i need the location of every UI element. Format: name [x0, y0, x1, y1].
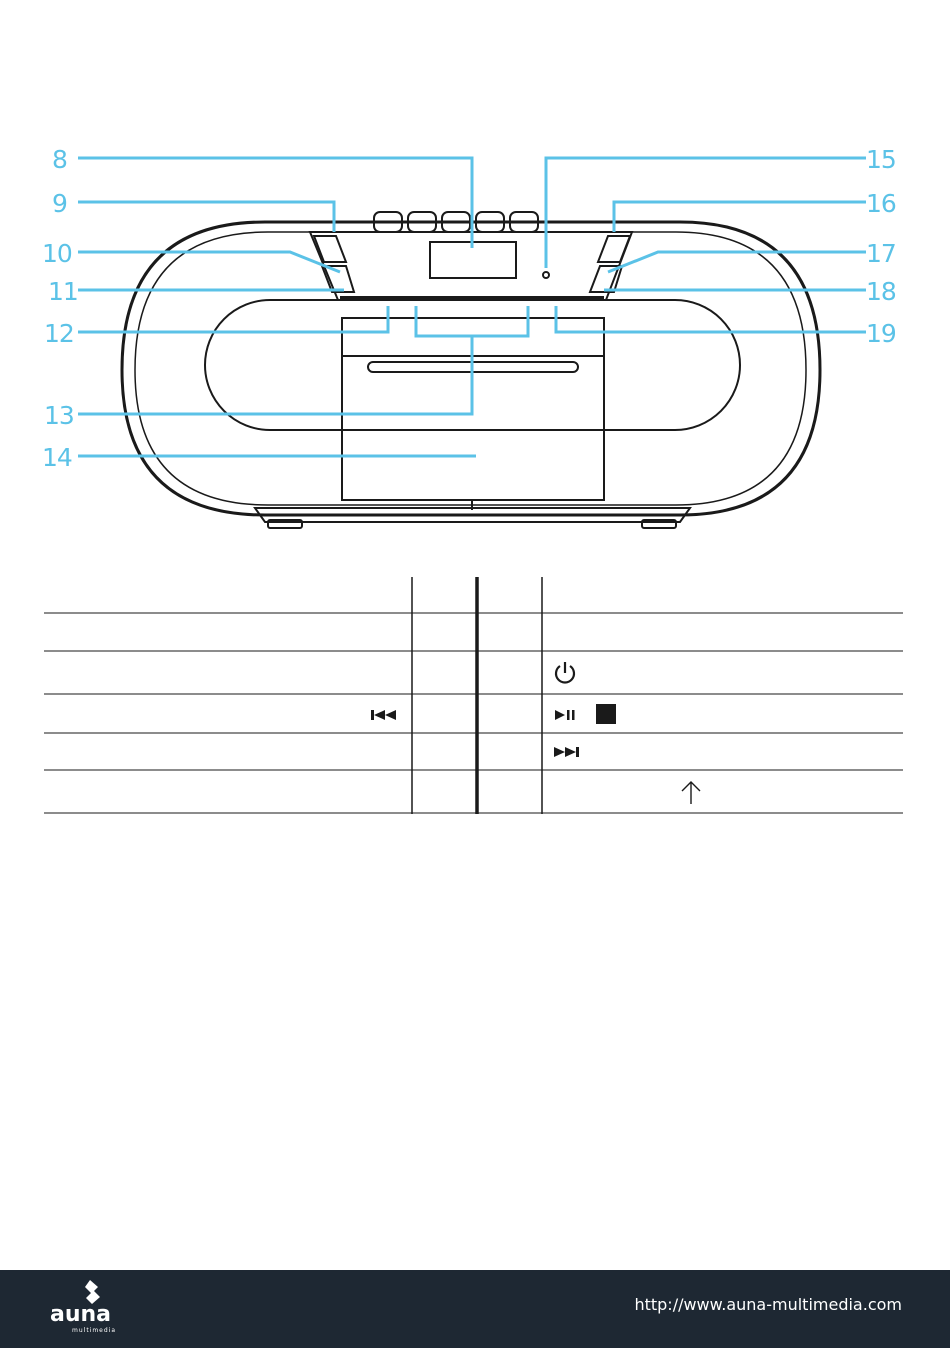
- callout-9: 9: [52, 189, 67, 218]
- arrow-up-icon: [680, 779, 702, 805]
- skip-back-icon: [370, 708, 402, 722]
- footer-bar: [0, 1270, 950, 1348]
- callout-18: 18: [866, 277, 896, 306]
- auna-logo-icon: [50, 1276, 150, 1340]
- callout-19: 19: [866, 319, 896, 348]
- power-icon: [552, 660, 578, 686]
- skip-forward-icon: [553, 745, 585, 759]
- callout-17: 17: [866, 239, 896, 268]
- callout-8: 8: [52, 145, 67, 174]
- callout-12: 12: [44, 319, 74, 348]
- brand-logo: [50, 1276, 150, 1345]
- footer-url[interactable]: http://www.auna-multimedia.com: [634, 1295, 902, 1314]
- callout-13: 13: [44, 401, 74, 430]
- stop-icon: [596, 704, 616, 724]
- callout-14: 14: [42, 443, 72, 472]
- svg-text:multimedia: multimedia: [72, 1327, 117, 1334]
- callout-11: 11: [48, 277, 78, 306]
- callout-10: 10: [42, 239, 72, 268]
- callout-15: 15: [866, 145, 896, 174]
- play-pause-icon: [554, 708, 578, 722]
- callout-16: 16: [866, 189, 896, 218]
- svg-text:auna: auna: [50, 1302, 112, 1327]
